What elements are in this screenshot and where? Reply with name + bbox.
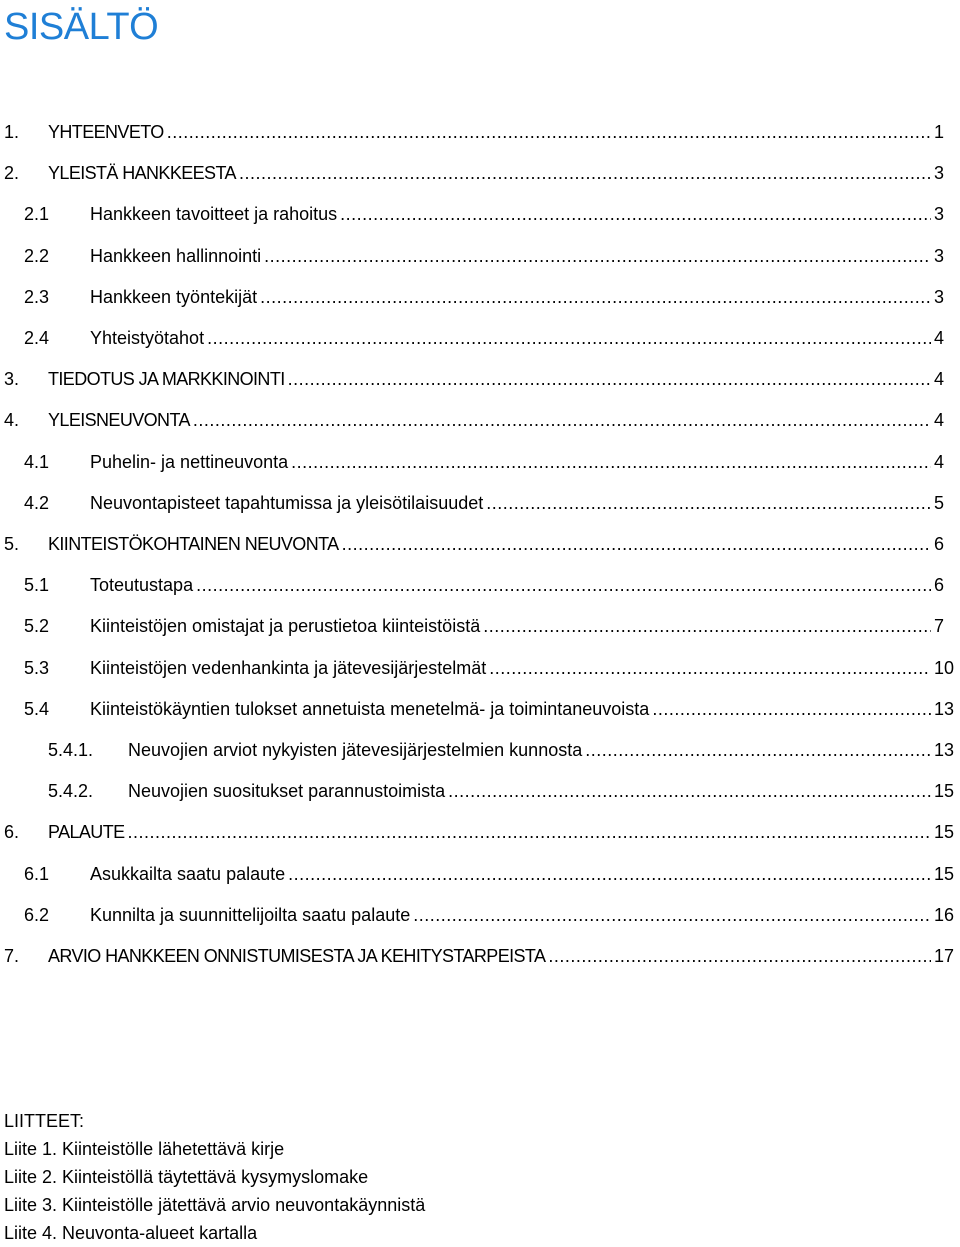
toc-entry-label[interactable]: Kiinteistöjen omistajat ja perustietoa kiinteistöistä — [90, 611, 480, 641]
toc-entry-label[interactable]: YLEISTÄ HANKKEESTA — [48, 158, 236, 188]
toc-entry[interactable] — [0, 405, 960, 435]
toc-dot-leader — [489, 653, 931, 683]
toc-entry-page: 5 — [934, 492, 945, 513]
toc-entry-page: 3 — [934, 245, 945, 266]
toc-entry-label[interactable]: Yhteistyötahot — [90, 323, 204, 353]
toc-entry-number: 3. — [4, 369, 20, 390]
toc-entry-number: 6.2 — [24, 904, 50, 925]
toc-dot-leader — [264, 241, 931, 271]
toc-entry-line — [90, 694, 934, 724]
toc-entry-page: 3 — [934, 163, 945, 184]
toc-entry-number: 5.2 — [24, 616, 50, 637]
toc-entry-label[interactable]: KIINTEISTÖKOHTAINEN NEUVONTA — [48, 529, 339, 559]
toc-dot-leader — [413, 900, 931, 930]
toc-entry-page: 15 — [934, 781, 955, 802]
toc-entry-line — [48, 529, 934, 559]
appendix-item-1[interactable]: Liite 1. Kiinteistölle lähetettävä kirje — [4, 1139, 285, 1159]
toc-dot-leader — [486, 488, 931, 518]
toc-entry-label[interactable]: Neuvontapisteet tapahtumissa ja yleisötilaisuudet — [90, 488, 483, 518]
toc-entry[interactable] — [0, 282, 960, 312]
toc-entry-line — [90, 282, 934, 312]
toc-dot-leader — [548, 941, 931, 971]
toc-entry[interactable] — [0, 611, 960, 641]
toc-entry-line — [48, 817, 934, 847]
toc-entry-page: 15 — [934, 863, 955, 884]
toc-entry-page: 3 — [934, 286, 945, 307]
toc-dot-leader — [260, 282, 931, 312]
toc-entry-line — [90, 241, 934, 271]
toc-entry-line — [48, 158, 934, 188]
toc-entry[interactable] — [0, 158, 960, 188]
toc-entry-label[interactable]: Hankkeen hallinnointi — [90, 241, 261, 271]
toc-entry-number: 4.2 — [24, 492, 50, 513]
toc-entry-label[interactable]: Hankkeen työntekijät — [90, 282, 257, 312]
toc-entry-number: 5.4.2. — [48, 781, 94, 802]
toc-entry-line — [128, 776, 934, 806]
toc-entry-line — [90, 900, 934, 930]
toc-entry-label[interactable]: YLEISNEUVONTA — [48, 405, 190, 435]
toc-entry-label[interactable]: Puhelin- ja nettineuvonta — [90, 447, 288, 477]
appendix-item-3[interactable]: Liite 3. Kiinteistölle jätettävä arvio neuvontakäynnistä — [4, 1195, 426, 1215]
toc-entry[interactable] — [0, 653, 960, 683]
toc-entry[interactable] — [0, 735, 960, 765]
toc-entry[interactable] — [0, 241, 960, 271]
toc-entry-line — [90, 611, 934, 641]
toc-entry-line — [90, 653, 934, 683]
toc-entry-line — [90, 859, 934, 889]
toc-entry[interactable] — [0, 941, 960, 971]
toc-entry-label[interactable]: Kiinteistökäyntien tulokset annetuista menetelmä- ja toimintaneuvoista — [90, 694, 649, 724]
toc-dot-leader — [652, 694, 931, 724]
toc-dot-leader — [585, 735, 931, 765]
toc-entry-label[interactable]: Toteutustapa — [90, 570, 193, 600]
toc-entry[interactable] — [0, 776, 960, 806]
toc-entry-label[interactable]: Neuvojien arviot nykyisten jätevesijärjestelmien kunnosta — [128, 735, 582, 765]
toc-entry[interactable] — [0, 447, 960, 477]
toc-entry-page: 4 — [934, 328, 945, 348]
toc-entry-number: 5.3 — [24, 657, 50, 678]
toc-dot-leader — [193, 405, 931, 435]
toc-dot-leader — [483, 611, 931, 641]
toc-entry-label[interactable]: ARVIO HANKKEEN ONNISTUMISESTA JA KEHITYSTARPEISTA — [48, 941, 545, 971]
toc-entry-page: 16 — [934, 904, 955, 925]
page-title: SISÄLTÖ — [4, 6, 159, 48]
toc-entry-label[interactable]: Kunnilta ja suunnittelijoilta saatu palaute — [90, 900, 410, 930]
appendix-heading: LIITTEET: — [4, 1111, 85, 1131]
toc-dot-leader — [207, 323, 931, 353]
toc-dot-leader — [288, 859, 931, 889]
toc-dot-leader — [167, 117, 931, 147]
toc-entry[interactable] — [0, 323, 960, 353]
toc-entry-line — [90, 447, 934, 477]
toc-entry-line — [90, 570, 934, 600]
toc-entry-line — [48, 364, 934, 394]
toc-entry-line — [48, 405, 934, 435]
toc-dot-leader — [340, 199, 931, 229]
toc-entry-page: 6 — [934, 575, 945, 596]
appendix-item-4[interactable]: Liite 4. Neuvonta-alueet kartalla — [4, 1223, 258, 1243]
toc-entry-line — [90, 199, 934, 229]
toc-entry[interactable] — [0, 859, 960, 889]
toc-entry-label[interactable]: PALAUTE — [48, 817, 125, 847]
toc-entry-number: 5.1 — [24, 575, 50, 596]
toc-entry-number: 2. — [4, 163, 20, 184]
toc-entry-number: 1. — [4, 122, 20, 142]
toc-entry-page: 6 — [934, 534, 945, 554]
toc-entry[interactable] — [0, 529, 960, 559]
toc-entry-page: 13 — [934, 698, 955, 719]
toc-entry-number: 5.4.1. — [48, 740, 94, 760]
toc-entry-line — [48, 941, 934, 971]
toc-entry-page: 3 — [934, 204, 945, 225]
toc-entry-number: 2.3 — [24, 286, 50, 307]
toc-entry-page: 1 — [934, 122, 945, 142]
toc-dot-leader — [342, 529, 931, 559]
toc-entry-number: 2.2 — [24, 245, 50, 266]
toc-entry-label[interactable]: YHTEENVETO — [48, 117, 164, 147]
toc-entry-page: 17 — [934, 946, 955, 966]
toc-entry-page: 4 — [934, 451, 945, 472]
toc-entry-label[interactable]: Neuvojien suositukset parannustoimista — [128, 776, 445, 806]
toc-entry-line — [128, 735, 934, 765]
appendix-list — [4, 1107, 425, 1247]
toc-entry[interactable] — [0, 488, 960, 518]
toc-entry-line — [90, 323, 934, 353]
toc-dot-leader — [239, 158, 931, 188]
toc-entry-number: 4. — [4, 410, 20, 431]
toc-entry-number: 7. — [4, 946, 20, 966]
toc-entry-line — [48, 117, 934, 147]
toc-entry[interactable] — [0, 117, 960, 147]
toc-entry-number: 6. — [4, 822, 20, 843]
toc-entry-page: 7 — [934, 616, 945, 637]
toc-dot-leader — [291, 447, 931, 477]
toc-entry-line — [90, 488, 934, 518]
toc-entry[interactable] — [0, 694, 960, 724]
toc-entry-label[interactable]: TIEDOTUS JA MARKKINOINTI — [48, 364, 285, 394]
toc-entry-number: 2.1 — [24, 204, 50, 225]
appendix-item-2[interactable]: Liite 2. Kiinteistöllä täytettävä kysymyslomake — [4, 1167, 369, 1187]
toc-entry-label[interactable]: Kiinteistöjen vedenhankinta ja jätevesijärjestelmät — [90, 653, 486, 683]
toc-entry-label[interactable]: Hankkeen tavoitteet ja rahoitus — [90, 199, 337, 229]
toc-dot-leader — [128, 817, 932, 847]
toc-dot-leader — [288, 364, 931, 394]
toc-entry-page: 10 — [934, 657, 955, 678]
toc-entry-label[interactable]: Asukkailta saatu palaute — [90, 859, 285, 889]
toc-entry-number: 6.1 — [24, 863, 50, 884]
toc-entry-page: 4 — [934, 410, 945, 431]
toc-entry-page: 13 — [934, 740, 955, 760]
toc-entry-number: 4.1 — [24, 451, 50, 472]
toc-entry-number: 2.4 — [24, 328, 50, 348]
toc-entry-number: 5.4 — [24, 698, 50, 719]
toc-entry-number: 5. — [4, 534, 20, 554]
toc-entry[interactable] — [0, 900, 960, 930]
toc-entry[interactable] — [0, 817, 960, 847]
toc-entry-page: 4 — [934, 369, 945, 390]
toc-entry[interactable] — [0, 199, 960, 229]
toc-dot-leader — [448, 776, 931, 806]
toc-dot-leader — [196, 570, 931, 600]
toc-entry-page: 15 — [934, 822, 955, 843]
toc-entry[interactable] — [0, 364, 960, 394]
toc-entry[interactable] — [0, 570, 960, 600]
